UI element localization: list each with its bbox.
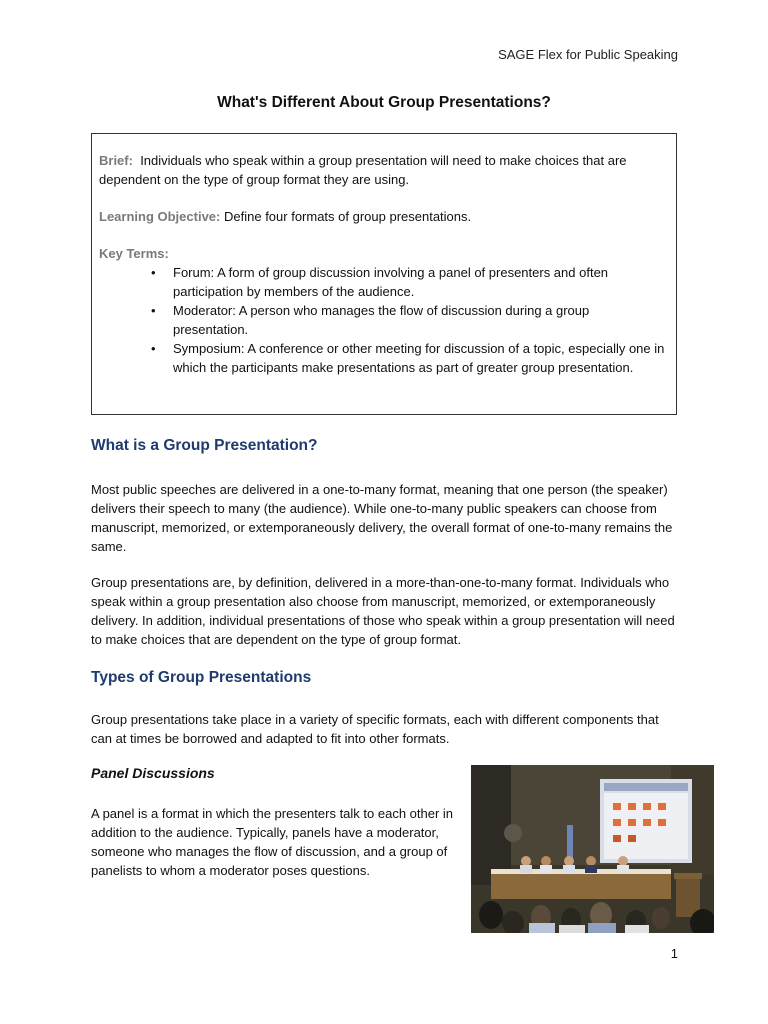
brief-text: Individuals who speak within a group presentation will need to make choices that are dependent on the type of group format they are using. — [99, 153, 627, 187]
section-heading-types: Types of Group Presentations — [91, 669, 312, 686]
key-terms-heading — [99, 244, 668, 263]
objective-text: Define four formats of group presentations. — [224, 209, 472, 224]
brief-label: Brief: — [99, 153, 133, 168]
key-terms-list — [99, 263, 668, 377]
objective-paragraph — [99, 207, 668, 226]
running-header: SAGE Flex for Public Speaking — [498, 47, 678, 62]
brief-paragraph — [99, 151, 668, 189]
section-paragraph: Most public speeches are delivered in a one-to-many format, meaning that one person (the speaker) delivers their speech to many (the audience). While one-to-many public speakers can choose from manuscript, memorized, or extemporaneously delivery, the overall format of one-to-many remains the same. — [91, 482, 673, 554]
section-paragraph: Group presentations are, by definition, delivered in a more-than-one-to-many format. Individuals who speak within a group presentation also choose from manuscript, memorized, or extemporaneously delivery. In addition, individual presentations of those who speak within a group presentation will need to make choices that are dependent on the type of group format. — [91, 575, 675, 647]
key-term-item: • Moderator: A person who manages the flow of discussion during a group presentation. — [173, 301, 668, 339]
key-term-item: • Symposium: A conference or other meeting for discussion of a topic, especially one in which the participants make presentations as part of greater group presentation. — [173, 339, 668, 377]
key-terms-label: Key Terms: — [99, 246, 169, 261]
section-heading-what-is: What is a Group Presentation? — [91, 437, 318, 454]
panel-paragraph: A panel is a format in which the presenters talk to each other in addition to the audience. Typically, panels have a moderator, someone who manages the flow of discussion, and a group of panelists to whom a moderator poses questions. — [91, 806, 454, 878]
panel-discussion-photo — [471, 765, 714, 933]
section-paragraph: Group presentations take place in a variety of specific formats, each with different components that can at times be borrowed and adapted to fit into other formats. — [91, 712, 659, 746]
objective-label: Learning Objective: — [99, 209, 221, 224]
key-term-item: • Forum: A form of group discussion involving a panel of presenters and often participation by members of the audience. — [173, 263, 668, 301]
subsection-heading-panel: Panel Discussions — [91, 765, 215, 781]
page-number: 1 — [670, 946, 678, 961]
photo-illustration — [471, 765, 714, 933]
summary-box — [91, 133, 677, 415]
page-title: What's Different About Group Presentations? — [217, 94, 551, 111]
